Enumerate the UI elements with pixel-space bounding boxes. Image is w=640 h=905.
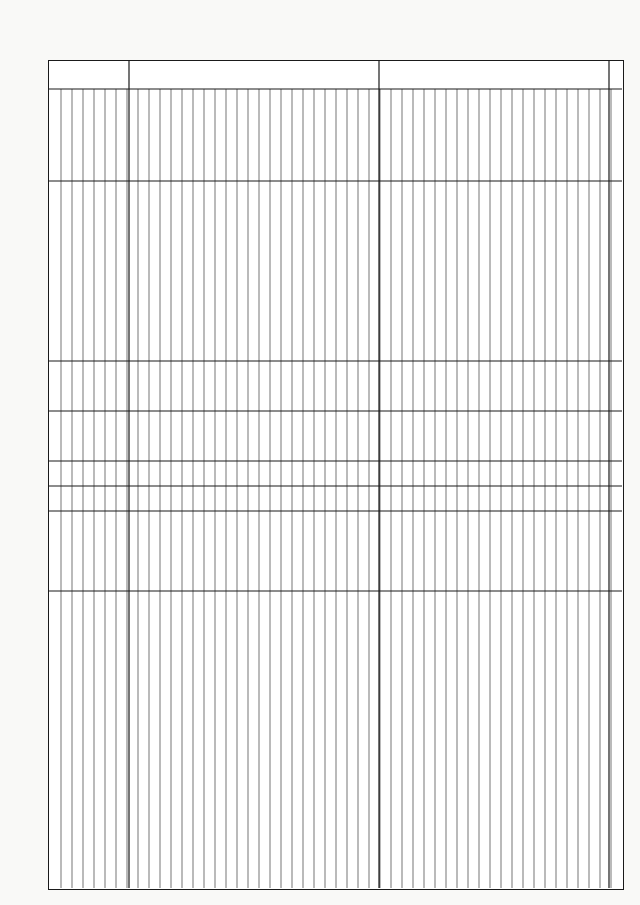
column-rules bbox=[49, 89, 622, 591]
row-rules bbox=[61, 89, 611, 888]
table-grid bbox=[49, 61, 622, 888]
budget-table bbox=[48, 60, 624, 890]
